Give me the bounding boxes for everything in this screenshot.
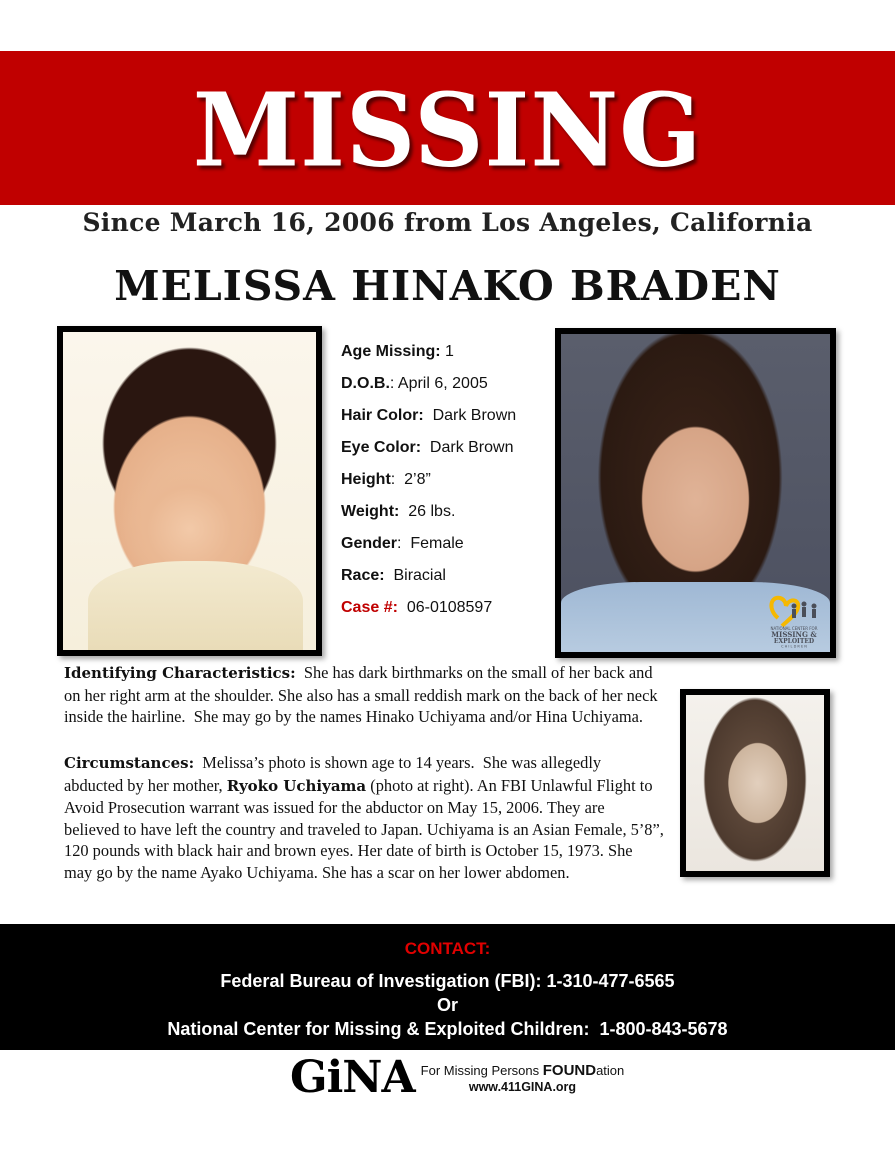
fact-height: Height: 2’8” [341,471,431,488]
missing-person-name: MELISSA HINAKO BRADEN [114,262,781,310]
fact-gender: Gender: Female [341,535,464,552]
contact-or: Or [436,995,458,1015]
svg-text:EXPLOITED: EXPLOITED [773,638,815,645]
svg-text:NATIONAL CENTER FOR: NATIONAL CENTER FOR [770,626,818,631]
fact-case-number: Case #: 06-0108597 [341,599,493,616]
contact-footer [0,924,895,1050]
contact-fbi: Federal Bureau of Investigation (FBI): 1-310-477-6565 [220,971,675,991]
scarf-detail [88,561,303,650]
fact-race: Race: Biracial [341,567,446,584]
fact-weight: Weight: 26 lbs. [341,503,456,520]
fact-dob: D.O.B.: April 6, 2005 [341,375,488,392]
abductor-photo [680,689,830,877]
identifying-characteristics: Identifying Characteristics: She has dark birthmarks on the small of her back and on her right arm at the shoulder. She also has a small reddish mark on the back of her neck inside the hairline. She may go by the names Hinako Uchiyama and/or Hina Uchiyama. [64,663,662,726]
fact-eye-color: Eye Color: Dark Brown [341,439,514,456]
missing-banner [0,51,895,205]
abductor-name: Ryoko Uchiyama [226,776,367,795]
fact-age-missing: Age Missing: 1 [341,343,454,360]
svg-text:C H I L D R E N: C H I L D R E N [781,644,807,648]
ncmec-logo-icon [764,590,824,648]
gina-tagline: For Missing Persons FOUNDation www.411GINA.org [420,1062,625,1094]
gina-foundation-logo [290,1052,625,1103]
gina-logo-icon: GiNA [290,1052,415,1103]
missing-since-line: Since March 16, 2006 from Los Angeles, California [82,208,813,237]
svg-text:MISSING &: MISSING & [771,630,817,639]
banner-title: MISSING [192,70,703,190]
child-photo [57,326,322,656]
contact-ncmec: National Center for Missing & Exploited Children: 1-800-843-5678 [167,1019,728,1039]
contact-title: CONTACT: [404,939,491,958]
fact-hair-color: Hair Color: Dark Brown [341,407,517,424]
circumstances: Circumstances: Melissa’s photo is shown age to 14 years. She was allegedly abducted by her mother, Ryoko Uchiyama (photo at right). An FBI Unlawful Flight to Avoid Prosecution warrant was issued for the abductor on May 15, 2006. They are believed to have left the country and traveled to Japan. Uchiyama is an Asian Female, 5’8”, 120 pounds with black hair and brown eyes. Her date of birth is October 15, 1973. She may go by the name Ayako Uchiyama. She has a scar on her lower abdomen. [64,753,664,882]
facts-list [341,343,551,631]
age-progressed-photo [555,328,836,658]
gina-url: www.411GINA.org [468,1080,577,1094]
